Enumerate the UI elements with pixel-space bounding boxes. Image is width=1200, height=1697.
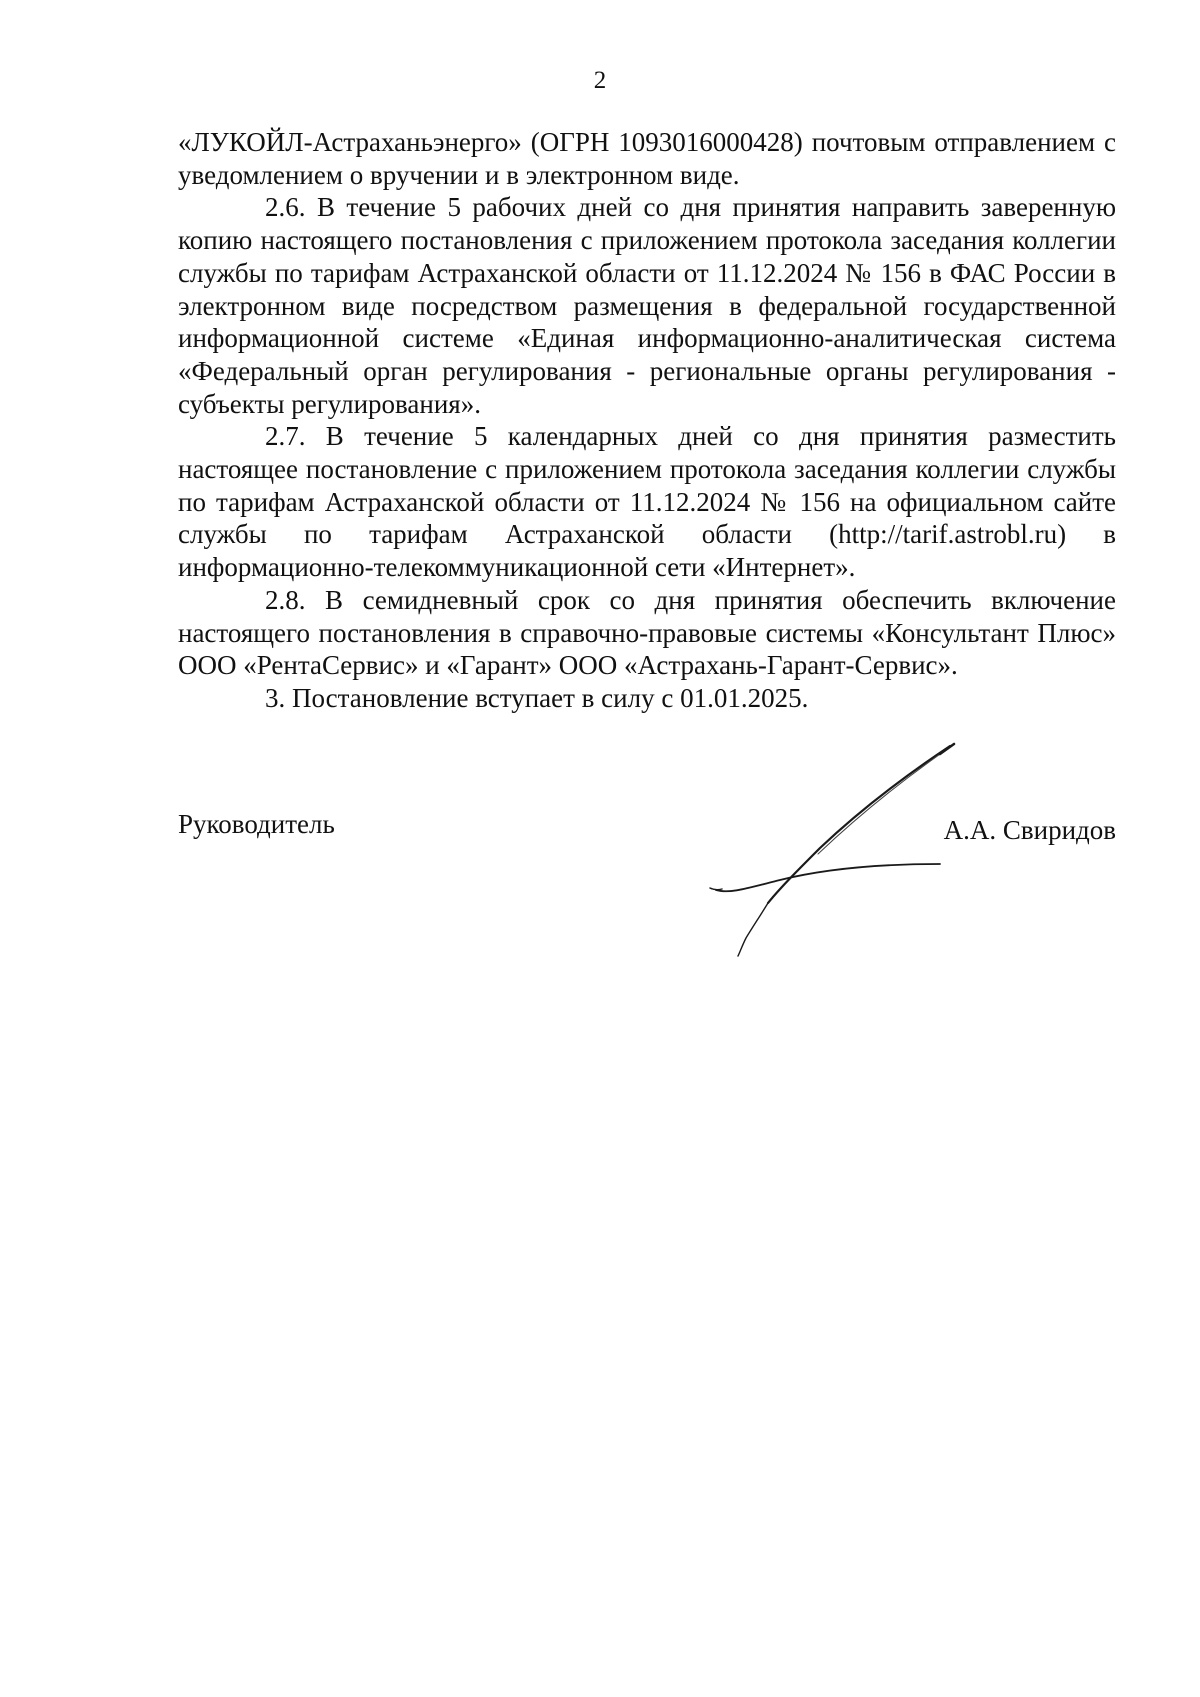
paragraph-2-6: 2.6. В течение 5 рабочих дней со дня принятия направить заверенную копию настоящего постановления с приложением протокола заседания коллегии службы по тарифам Астраханской области от 11.12.2024 № 156 в ФАС России в электронном виде посредством размещения в федеральной государственной информационной системе «Единая информационно-аналитическая система «Федеральный орган регулирования - региональные органы регулирования - субъекты регулирования». bbox=[178, 192, 1116, 419]
page-number: 2 bbox=[593, 67, 607, 94]
paragraph-2-7: 2.7. В течение 5 календарных дней со дня принятия разместить настоящее постановление с приложением протокола заседания коллегии службы по тарифам Астраханской области от 11.12.2024 № 156 на официальном сайте службы по тарифам Астраханской области (http://tarif.astrobl.ru) в информационно-телекоммуникационной сети «Интернет». bbox=[178, 421, 1116, 583]
paragraph-3: 3. Постановление вступает в силу с 01.01.2025. bbox=[265, 682, 809, 713]
document-body bbox=[178, 126, 1116, 715]
handwritten-signature bbox=[700, 738, 960, 958]
signature-block bbox=[178, 808, 1116, 848]
signer-position: Руководитель bbox=[178, 809, 335, 839]
paragraph-2-8: 2.8. В семидневный срок со дня принятия обеспечить включение настоящего постановления в справочно-правовые системы «Консультант Плюс» ООО «РентаСервис» и «Гарант» ООО «Астрахань-Гарант-Сервис». bbox=[178, 584, 1116, 681]
signer-name: А.А. Свиридов bbox=[943, 815, 1116, 845]
paragraph-continuation: «ЛУКОЙЛ-Астраханьэнерго» (ОГРН 1093016000428) почтовым отправлением с уведомлением о вручении и в электронном виде. bbox=[178, 127, 1116, 190]
